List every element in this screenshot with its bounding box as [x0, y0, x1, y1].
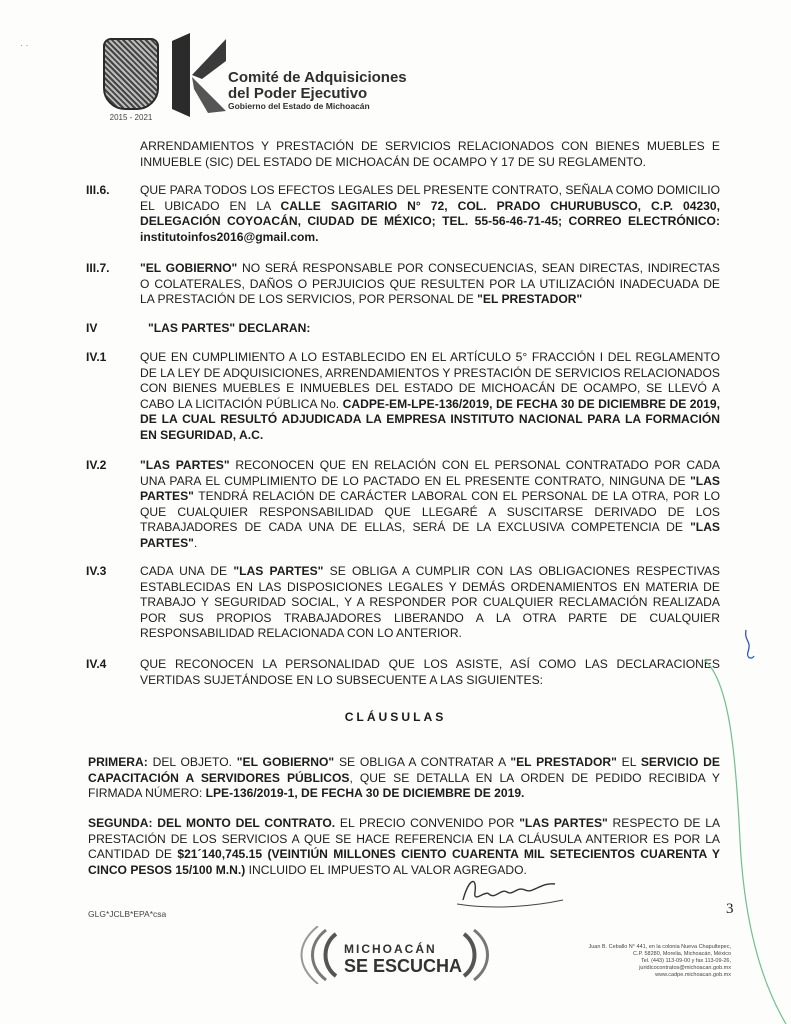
- text-segment: $21´140,745.15 (VEINTIÚN MILLONES CIENTO CUARENTA MIL SETECIENTOS CUARENTA Y CINCO PESOS 15/100 M.N.): [88, 847, 720, 877]
- text-segment: "LAS PARTES" DECLARAN:: [148, 321, 311, 335]
- text-segment: EL: [616, 755, 641, 769]
- address-line: www.cadpe.michoacan.gob.mx: [655, 972, 731, 978]
- text-segment: ARRENDAMIENTOS Y PRESTACIÓN DE SERVICIOS RELACIONADOS CON BIENES MUEBLES E INMUEBLE (SIC) DEL ESTADO DE MICHOACÁN DE OCAMPO Y 17 DE SU REGLAMENTO.: [140, 139, 720, 169]
- state-seal-icon: [103, 38, 159, 110]
- text-segment: PRIMERA:: [88, 755, 148, 769]
- declaration-IV-3: [140, 564, 720, 642]
- seal-years: 2015 - 2021: [109, 113, 153, 122]
- address-line: Tel. (443) 113-09-00 y fax 113-09-26,: [641, 958, 731, 964]
- text-segment: DEL OBJETO.: [147, 755, 237, 769]
- text-segment: "LAS PARTES": [233, 564, 324, 578]
- clause-primera-text: [88, 755, 720, 802]
- text-segment: , QUE SE DETALLA EN LA ORDEN DE PEDIDO RECIBIDA Y FIRMADA NÚMERO:: [88, 770, 720, 801]
- text-segment: CADPE-EM-LPE-136/2019, DE FECHA 30 DE DICIEMBRE DE 2019, DE LA CUAL RESULTÓ ADJUDICADA LA EMPRESA INSTITUTO NACIONAL PARA LA FORMACIÓN EN SEGURIDAD, A.C.: [140, 396, 720, 442]
- text-segment: RECONOCEN QUE EN RELACIÓN CON EL PERSONAL CONTRATADO POR CADA UNA PARA EL CUMPLIMIENTO DE LO PACTADO EN EL PRESENTE CONTRATO, NINGUNA DE: [140, 458, 720, 488]
- item-number: IV.2: [86, 458, 107, 472]
- item-number: IV: [86, 321, 98, 335]
- text-segment: CADA UNA DE: [140, 564, 234, 578]
- committee-name-line2: del Poder Ejecutivo: [228, 85, 368, 102]
- text-segment: "EL GOBIERNO": [236, 755, 335, 769]
- clauses-heading: CLÁUSULAS: [344, 710, 447, 724]
- text-segment: QUE RECONOCEN LA PERSONALIDAD QUE LOS ASISTE, ASÍ COMO LAS DECLARACIONES VERTIDAS SUJETÁNDOSE EN LO SUBSECUENTE A LAS SIGUIENTES:: [140, 657, 720, 687]
- text-segment: "EL PRESTADOR": [477, 292, 583, 307]
- brand-line1: MICHOACÁN: [344, 942, 437, 956]
- government-name: Gobierno del Estado de Michoacán: [228, 101, 370, 111]
- text-segment: EL PRECIO CONVENIDO POR: [335, 816, 520, 830]
- text-segment: NO SERÁ RESPONSABLE POR CONSECUENCIAS, SEAN DIRECTAS, INDIRECTAS O COLATERALES, DAÑOS O PERJUICIOS QUE RESULTEN POR LA UTILIZACIÓN INADECUADA DE LA PRESTACIÓN DE LOS SERVICIOS, POR PERSONAL DE: [140, 261, 720, 307]
- declaration-IV-1: [140, 350, 720, 444]
- parties-declare-heading: [148, 321, 728, 337]
- page-number: 3: [726, 901, 734, 917]
- clause-primera: [88, 755, 720, 802]
- text-segment: "LAS PARTES": [140, 458, 230, 472]
- address-line: C.P. 58280, Morelia, Michoacán, México: [632, 951, 731, 957]
- text-segment: QUE EN CUMPLIMIENTO A LO ESTABLECIDO EN EL ARTÍCULO 5° FRACCIÓN I DEL REGLAMENTO DE LA LEY DE ADQUISICIONES, ARRENDAMIENTOS Y PRESTACIÓN DE SERVICIOS RELACIONADOS CON BIENES MUEBLES E INMUEBLES DEL ESTADO DE MICHOACÁN DE OCAMPO, SE LLEVÓ A CABO LA LICITACIÓN PÚBLICA No.: [140, 350, 720, 411]
- declaration-IV-2: [140, 458, 720, 552]
- item-number: IV.4: [86, 657, 107, 671]
- declaration-III-6: [140, 183, 720, 245]
- initials-mark-icon: [740, 628, 760, 663]
- text-segment: SERVICIO DE CAPACITACIÓN A SERVIDORES PÚBLICOS: [88, 755, 720, 785]
- item-number: IV.1: [86, 350, 107, 364]
- item-number: IV.3: [86, 564, 107, 578]
- clause-segunda: [88, 816, 720, 878]
- text-segment: SE OBLIGA A CUMPLIR CON LAS OBLIGACIONES RESPECTIVAS ESTABLECIDAS EN LAS DISPOSICIONES LEGALES Y DEMÁS ORDENAMIENTOS EN MATERIA DE TRABAJO Y SEGURIDAD SOCIAL, Y A RESPONDER POR CUALQUIER RECLAMACIÓN REALIZADA POR SUS PROPIOS TRABAJADORES LIBERANDO A LA OTRA PARTE DE CUALQUIER RESPONSABILIDAD RELACIONADA CON LO ANTERIOR.: [140, 564, 720, 641]
- text-segment: "LAS PARTES": [140, 520, 720, 550]
- text-segment: TENDRÁ RELACIÓN DE CARÁCTER LABORAL CON EL PERSONAL DE LA OTRA, POR LO QUE CUALQUIER RESPONSABILIDAD QUE LLEGARÉ A SUSCITARSE DERIVADO DE LOS TRABAJADORES DE CADA UNA DE ELLAS, SERÁ DE LA EXCLUSIVA COMPETENCIA DE: [140, 489, 720, 535]
- text-segment: .: [193, 535, 198, 550]
- text-segment: "EL GOBIERNO": [140, 261, 238, 275]
- reference-initials: GLG*JCLB*EPA*csa: [88, 909, 167, 919]
- signature-icon: [455, 870, 565, 910]
- address-line: juridicocontratos@michoacan.gob.mx: [639, 965, 731, 971]
- item-number: III.6.: [86, 183, 110, 197]
- declaration-III-7: [140, 261, 720, 308]
- scan-artifact: · ·: [20, 40, 29, 50]
- text-segment: INCLUIDO EL IMPUESTO AL VALOR AGREGADO.: [245, 862, 527, 877]
- intro-paragraph: [140, 139, 720, 170]
- text-segment: "LAS PARTES": [519, 816, 608, 830]
- text-segment: SE OBLIGA A CONTRATAR A: [334, 755, 511, 769]
- text-segment: "LAS PARTES": [140, 473, 720, 504]
- committee-logo-icon: [168, 33, 228, 117]
- text-segment: QUE PARA TODOS LOS EFECTOS LEGALES DEL PRESENTE CONTRATO, SEÑALA COMO DOMICILIO EL UBICADO EN LA: [140, 183, 720, 213]
- intro-text: [140, 139, 720, 170]
- text-segment: "EL PRESTADOR": [510, 755, 617, 769]
- committee-name-line1: Comité de Adquisiciones: [228, 69, 407, 86]
- text-segment: LPE-136/2019-1, DE FECHA 30 DE DICIEMBRE DE 2019.: [205, 786, 525, 801]
- declaration-IV-4: [140, 657, 720, 688]
- address-line: Juan B. Ceballo N° 441, en la colonia Nueva Chapultepec,: [588, 944, 731, 950]
- brand-line2: SE ESCUCHA: [344, 956, 463, 976]
- item-number: III.7.: [86, 261, 110, 275]
- text-segment: SEGUNDA: DEL MONTO DEL CONTRATO.: [88, 816, 336, 830]
- text-segment: RESPECTO DE LA PRESTACIÓN DE LOS SERVICIOS A QUE SE HACE REFERENCIA EN LA CLÁUSULA ANTERIOR ES POR LA CANTIDAD DE: [88, 816, 721, 862]
- clause-segunda-text: [88, 816, 720, 878]
- text-segment: CALLE SAGITARIO N° 72, COL. PRADO CHURUBUSCO, C.P. 04230, DELEGACIÓN COYOACÁN, CIUDAD DE MÉXICO; TEL. 55-56-46-71-45; CORREO ELECTRÓNICO: institutoinfos2016@gmail.com.: [140, 198, 720, 244]
